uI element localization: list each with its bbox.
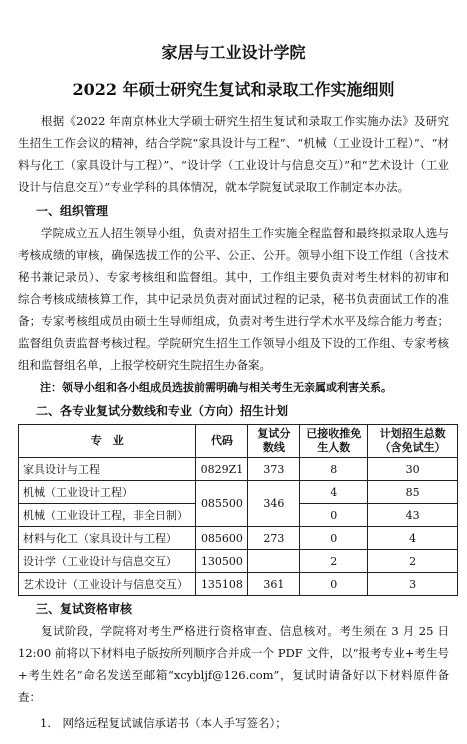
cell-major: 家具设计与工程: [19, 458, 196, 481]
section1-heading: 一、组织管理: [36, 204, 109, 218]
cell-code: 085600: [196, 527, 248, 550]
enrollment-plan-table: [18, 424, 458, 596]
cell-admitted: 0: [300, 573, 368, 596]
cell-plan: 43: [368, 504, 458, 527]
section2-heading: 二、各专业复试分数线和专业（方向）招生计划: [36, 404, 289, 418]
cell-plan: 4: [368, 527, 458, 550]
cell-score: 361: [248, 573, 300, 596]
col-code: 代码: [196, 425, 248, 458]
cell-admitted: 0: [300, 504, 368, 527]
list-item: 1. 网络远程复试诚信承诺书（本人手写签名）；: [40, 716, 287, 730]
cell-code: 0829Z1: [196, 458, 248, 481]
cell-major: 艺术设计（工业设计与信息交互）: [19, 573, 196, 596]
cell-score: [248, 550, 300, 573]
table-row: [19, 481, 458, 504]
cell-admitted: 0: [300, 527, 368, 550]
document-title: 2022 年硕士研究生复试和录取工作实施细则: [72, 80, 395, 99]
table-row: [19, 550, 458, 573]
table-row: [19, 573, 458, 596]
cell-plan: 85: [368, 481, 458, 504]
col-score: 复试分数线: [248, 425, 300, 458]
table-row: [19, 458, 458, 481]
cell-score: 346: [248, 481, 300, 527]
cell-score: 373: [248, 458, 300, 481]
cell-admitted: 8: [300, 458, 368, 481]
cell-major: 机械（工业设计工程，非全日制）: [19, 504, 196, 527]
table-row: [19, 527, 458, 550]
table-header-row: [19, 425, 458, 458]
section1-paragraph: 学院成立五人招生领导小组，负责对招生工作实施全程监督和最终拟录取人选与考核成绩的审核，确保选拔工作的公平、公正、公开。领导小组下设工作组（含技术秘书兼记录员）、专家考核组和监督组。其中，工作组主要负责对考生材料的初审和综合考核成绩核算工作，其中记录员负责对面试过程的记录，秘书负责面试工作的准备；专家考核组成员由硕士生导师组成，负责对考生进行学术水平及综合能力考查；监督组负责监督考核过程。学院研究生招生工作领导小组及下设的工作组、专家考核组和监督组名单，上报学校研究生院招生办备案。: [18, 226, 449, 372]
section3-heading: 三、复试资格审核: [36, 602, 133, 616]
cell-major: 材料与化工（家具设计与工程）: [19, 527, 196, 550]
cell-code: 085500: [196, 481, 248, 527]
cell-code: 130500: [196, 550, 248, 573]
cell-admitted: 4: [300, 481, 368, 504]
cell-code: 135108: [196, 573, 248, 596]
col-major: 专 业: [19, 425, 196, 458]
col-admitted: 已接收推免生人数: [300, 425, 368, 458]
section3-paragraph: 复试阶段，学院将对考生严格进行资格审查、信息核对。考生须在 3 月 25 日 12:00 前将以下材料电子版按所列顺序合并成一个 PDF 文件，以“报考专业+考生号+考生姓名”命名发送至邮箱“xcybljf@126.com”，复试时请备好以下材料原件备查：: [18, 624, 449, 704]
cell-plan: 2: [368, 550, 458, 573]
section1-note: 注：领导小组和各小组成员选拔前需明确与相关考生无亲属或利害关系。: [40, 381, 392, 394]
cell-admitted: 2: [300, 550, 368, 573]
cell-plan: 3: [368, 573, 458, 596]
cell-major: 设计学（工业设计与信息交互）: [19, 550, 196, 573]
intro-paragraph: 根据《2022 年南京林业大学硕士研究生招生复试和录取工作实施办法》及研究生招生工作会议的精神，结合学院“家具设计与工程”、“机械（工业设计工程）”、“材料与化工（家具设计与工程）”、“设计学（工业设计与信息交互）”和“艺术设计（工业设计与信息交互）”专业学科的具体情况，就本学院复试录取工作制定本办法。: [18, 114, 449, 194]
col-plan: 计划招生总数（含免试生）: [368, 425, 458, 458]
cell-plan: 30: [368, 458, 458, 481]
cell-major: 机械（工业设计工程）: [19, 481, 196, 504]
cell-score: 273: [248, 527, 300, 550]
school-title: 家居与工业设计学院: [161, 43, 306, 62]
